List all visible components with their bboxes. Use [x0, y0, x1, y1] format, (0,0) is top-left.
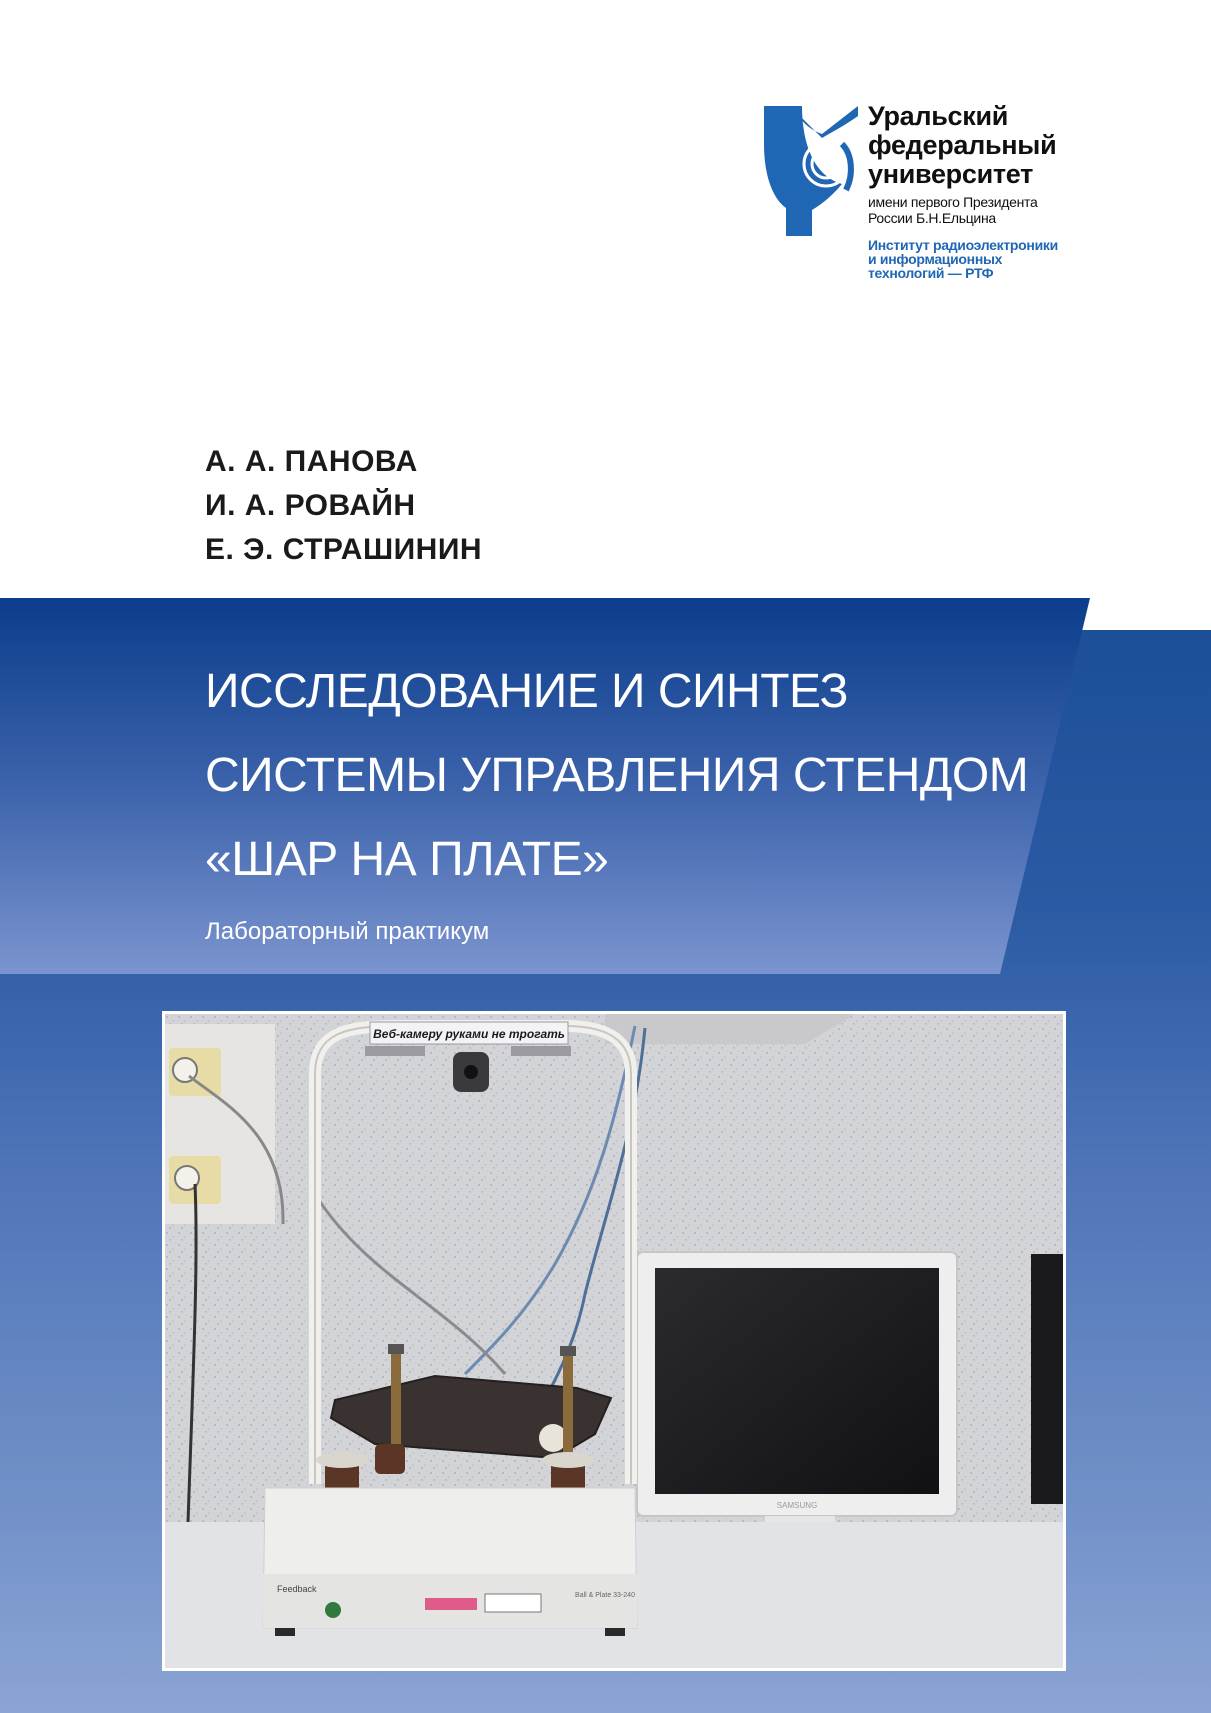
ball-on-plate-stand-image — [165, 1014, 1063, 1668]
urfu-logo-icon — [762, 104, 862, 238]
university-name: Уральский федеральный университет — [868, 101, 1057, 189]
author-name: Е. Э. СТРАШИНИН — [205, 533, 483, 566]
book-subtitle: Лабораторный практикум — [205, 918, 490, 945]
stand-brand: Feedback — [277, 1584, 317, 1594]
institute-name: Институт радиоэлектроники и информационных технологий — РТФ — [868, 237, 1058, 281]
university-logo — [762, 102, 1092, 292]
title-line: «ШАР НА ПЛАТЕ» — [205, 833, 609, 886]
author-name: И. А. РОВАЙН — [205, 489, 416, 522]
cover-photo — [162, 1011, 1066, 1671]
warning-sign: Веб-камеру руками не трогать — [373, 1027, 565, 1041]
author-name: А. А. ПАНОВА — [205, 445, 418, 478]
authors-list — [205, 440, 482, 572]
university-subtitle: имени первого Президента России Б.Н.Ельцина — [868, 194, 1038, 226]
monitor-brand: SAMSUNG — [776, 1501, 818, 1510]
title-line: ИССЛЕДОВАНИЕ И СИНТЕЗ — [205, 665, 848, 718]
book-title — [205, 650, 1105, 902]
title-line: СИСТЕМЫ УПРАВЛЕНИЯ СТЕНДОМ — [205, 749, 1029, 802]
stand-model: Ball & Plate 33-240 — [575, 1592, 635, 1599]
